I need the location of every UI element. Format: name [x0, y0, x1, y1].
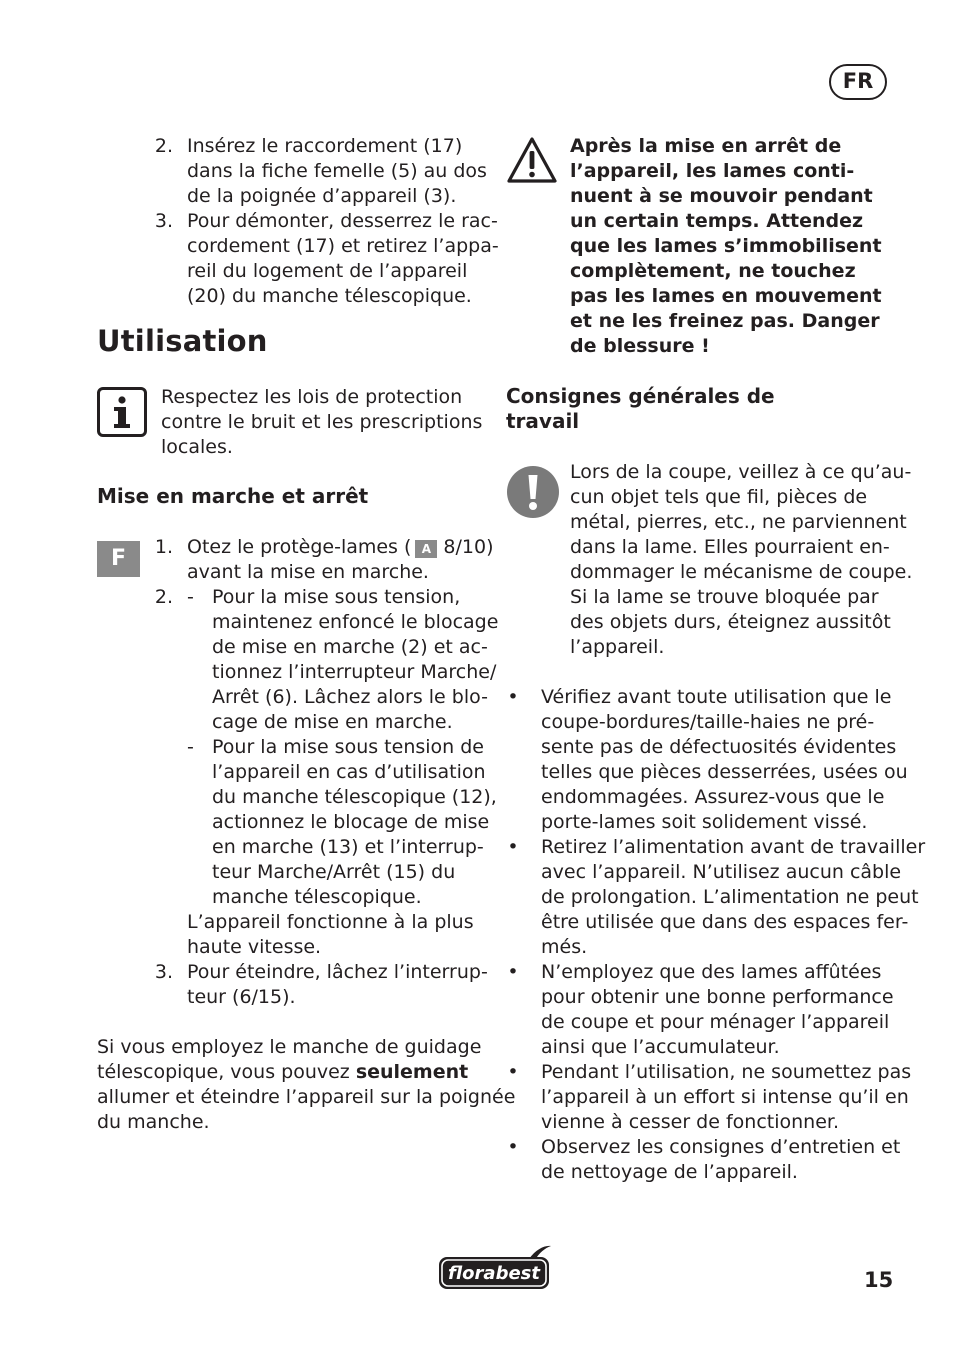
brand-name: florabest — [448, 1263, 540, 1284]
text-line — [187, 535, 494, 560]
list-item-note — [187, 910, 474, 960]
text-line: du manche. — [97, 1111, 210, 1133]
text-line: Insérez le raccordement (17) — [187, 135, 463, 157]
text-fragment: télescopique, vous pouvez — [97, 1061, 356, 1083]
text-line: Si vous employez le manche de guidage — [97, 1036, 482, 1058]
bullet-marker: • — [507, 686, 519, 708]
list-number: 2. — [154, 135, 173, 157]
list-number: 1. — [154, 536, 173, 558]
list-number: 2. — [154, 586, 173, 608]
text-line: Après la mise en arrêt de — [570, 135, 842, 157]
text-line: (20) du manche télescopique. — [187, 285, 472, 307]
text-line: l’appareil en cas d’utilisation — [212, 761, 486, 783]
text-line: Pour éteindre, lâchez l’interrup- — [187, 961, 488, 983]
text-line: teur (6/15). — [187, 986, 296, 1008]
text-line: ainsi que l’accumulateur. — [541, 1036, 780, 1058]
bullet-marker: • — [507, 1136, 519, 1158]
text-line: de prolongation. L’alimentation ne peut — [541, 886, 919, 908]
text-fragment: 8/10) — [443, 536, 494, 558]
text-line: tionnez l’interrupteur Marche/ — [212, 661, 497, 683]
text-line: des objets durs, éteignez aussitôt — [570, 611, 891, 633]
text-line: L’appareil fonctionne à la plus — [187, 911, 474, 933]
text-line: manche télescopique. — [212, 886, 422, 908]
text-line: Pour la mise sous tension, — [212, 586, 461, 608]
brand-logo — [437, 1245, 552, 1295]
text-line: de blessure ! — [570, 335, 710, 357]
closing-paragraph — [97, 1035, 515, 1135]
text-line — [97, 1060, 515, 1085]
emphasis-text: seulement — [355, 1061, 469, 1083]
text-line: pour obtenir une bonne performance — [541, 986, 894, 1008]
text-line: més. — [541, 936, 588, 958]
text-line: nuent à se mouvoir pendant — [570, 185, 873, 207]
warning-text — [570, 134, 882, 359]
text-line: Vérifiez avant toute utilisation que le — [541, 686, 892, 708]
text-line: telles que pièces desserrées, usées ou — [541, 761, 908, 783]
text-line: de coupe et pour ménager l’appareil — [541, 1011, 890, 1033]
text-fragment: Otez le protège-lames ( — [187, 536, 412, 558]
text-line: et ne les freinez pas. Danger — [570, 310, 880, 332]
list-item — [541, 1135, 900, 1185]
bullet-marker: • — [507, 836, 519, 858]
text-line: complètement, ne touchez — [570, 260, 856, 282]
text-line: un certain temps. Attendez — [570, 210, 864, 232]
text-line: du manche télescopique (12), — [212, 786, 497, 808]
text-line: l’appareil à un effort si intense qu’il en — [541, 1086, 909, 1108]
text-line: que les lames s’immobilisent — [570, 235, 882, 257]
text-line: Pour la mise sous tension de — [212, 736, 484, 758]
text-line: Pendant l’utilisation, ne soumettez pas — [541, 1061, 912, 1083]
dash-marker: - — [187, 736, 194, 758]
text-line: dans la lame. Elles pourraient en- — [570, 536, 890, 558]
text-line: Pour démonter, desserrez le rac- — [187, 210, 498, 232]
text-line: pas les lames en mouvement — [570, 285, 882, 307]
text-line: locales. — [161, 436, 233, 458]
dash-marker: - — [187, 586, 194, 608]
list-item — [187, 209, 499, 309]
text-line: maintenez enfoncé le blocage — [212, 611, 499, 633]
list-item — [212, 585, 498, 735]
list-item — [187, 960, 488, 1010]
text-line: porte-lames soit solidement vissé. — [541, 811, 868, 833]
text-line: l’appareil. — [570, 636, 665, 658]
list-item — [541, 835, 925, 960]
list-item — [541, 685, 908, 835]
section-title: Utilisation — [97, 324, 268, 358]
list-item — [541, 960, 894, 1060]
language-badge: FR — [829, 64, 887, 100]
figure-badge: F — [97, 541, 140, 577]
text-line: Respectez les lois de protection — [161, 386, 463, 408]
text-line: reil du logement de l’appareil — [187, 260, 468, 282]
text-line: Si la lame se trouve bloquée par — [570, 586, 879, 608]
info-note — [161, 385, 482, 460]
warning-triangle-icon — [506, 136, 558, 188]
list-number: 3. — [154, 961, 173, 983]
list-item — [187, 535, 494, 585]
text-line: l’appareil, les lames conti- — [570, 160, 855, 182]
text-line: actionnez le blocage de mise — [212, 811, 490, 833]
info-icon — [97, 387, 147, 437]
text-line: Lors de la coupe, veillez à ce qu’au- — [570, 461, 912, 483]
text-line: coupe-bordures/taille-haies ne pré- — [541, 711, 875, 733]
text-line: dans la fiche femelle (5) au dos — [187, 160, 487, 182]
text-line: N’employez que des lames affûtées — [541, 961, 882, 983]
text-line: être utilisée que dans des espaces fer- — [541, 911, 909, 933]
text-line: endommagées. Assurez-vous que le — [541, 786, 885, 808]
list-item — [541, 1060, 911, 1135]
text-line: sente pas de défectuosités évidentes — [541, 736, 897, 758]
list-number: 3. — [154, 210, 173, 232]
text-line: avec l’appareil. N’utilisez aucun câble — [541, 861, 902, 883]
exclamation-circle-icon — [506, 465, 560, 523]
text-line: métal, pierres, etc., ne parviennent — [570, 511, 907, 533]
text-line: Retirez l’alimentation avant de travailler — [541, 836, 926, 858]
list-item — [212, 735, 497, 910]
text-line: teur Marche/Arrêt (15) du — [212, 861, 456, 883]
text-line: allumer et éteindre l’appareil sur la poignée — [97, 1086, 516, 1108]
text-line: contre le bruit et les prescriptions — [161, 411, 483, 433]
text-line: avant la mise en marche. — [187, 561, 429, 583]
text-line: cordement (17) et retirez l’appa- — [187, 235, 499, 257]
text-line: haute vitesse. — [187, 936, 322, 958]
text-line: Arrêt (6). Lâchez alors le blo- — [212, 686, 488, 708]
page-number: 15 — [864, 1268, 894, 1292]
text-line: cun objet tels que fil, pièces de — [570, 486, 868, 508]
text-line: dommager le mécanisme de coupe. — [570, 561, 913, 583]
text-line: vienne à cesser de fonctionner. — [541, 1111, 840, 1133]
figure-ref-badge: A — [415, 540, 437, 558]
bullet-marker: • — [507, 1061, 519, 1083]
list-item — [187, 134, 487, 209]
caution-text — [570, 460, 912, 660]
text-line: Consignes générales de — [506, 384, 775, 408]
text-line: Observez les consignes d’entretien et — [541, 1136, 901, 1158]
bullet-marker: • — [507, 961, 519, 983]
text-line: en marche (13) et l’interrup- — [212, 836, 484, 858]
subsection-title — [506, 384, 775, 434]
subsection-title: Mise en marche et arrêt — [97, 484, 369, 508]
text-line: de nettoyage de l’appareil. — [541, 1161, 798, 1183]
text-line: de la poignée d’appareil (3). — [187, 185, 457, 207]
text-line: cage de mise en marche. — [212, 711, 453, 733]
text-line: travail — [506, 409, 580, 433]
text-line: de mise en marche (2) et ac- — [212, 636, 488, 658]
